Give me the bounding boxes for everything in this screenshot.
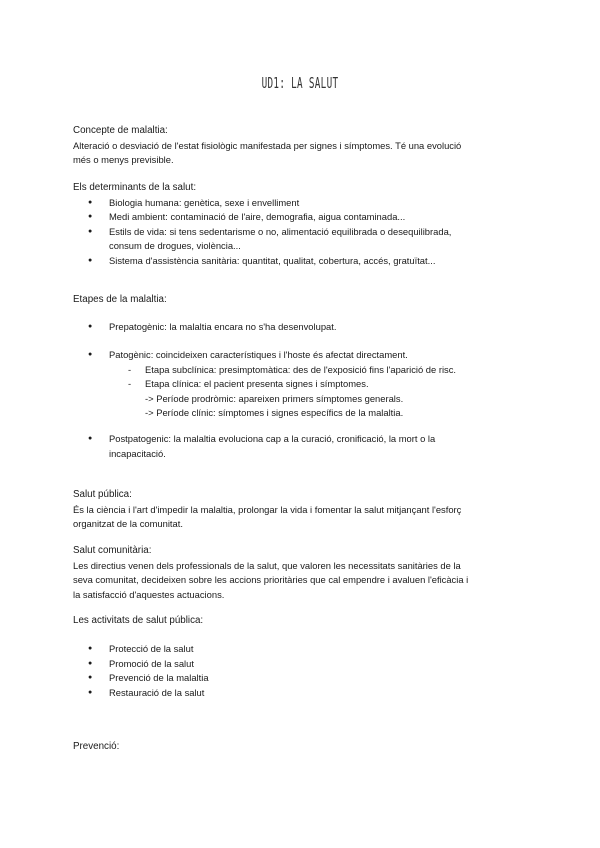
determinants-list <box>73 196 533 240</box>
sub-list-item: - Etapa subclínica: presimptomàtica: des de l'exposició fins l'aparició de risc. <box>73 363 533 378</box>
activitats-heading-block <box>73 614 533 629</box>
determinants-list-cont <box>73 254 533 269</box>
salut-comunitaria-text-line: la satisfacció d'aquestes actuacions. <box>73 588 225 600</box>
list-item: ● Prepatogènic: la malaltia encara no s'ha desenvolupat. <box>73 320 533 335</box>
salut-publica-text-line: És la ciència i l'art d'impedir la malaltia, prolongar la vida i fomentar la salut mitjançant l'esforç <box>73 503 462 515</box>
determinants-section <box>73 181 533 268</box>
salut-comunitaria-text-line: seva comunitat, decideixen sobre les accions prioritàries que cal empendre i avaluen l'eficàcia i <box>73 574 469 585</box>
prevencio-section <box>73 740 533 755</box>
list-item: ● Promoció de la salut <box>73 657 533 672</box>
etapes-postpatogenic <box>73 432 533 461</box>
arrow-item: -> Període prodròmic: apareixen primers símptomes generals. <box>145 392 404 404</box>
etapes-prepatogenic <box>73 320 533 335</box>
activitats-list-block <box>73 642 533 700</box>
list-item: ● Biologia humana: genètica, sexe i envelliment <box>73 196 533 211</box>
list-item: ● Prevenció de la malaltia <box>73 671 533 686</box>
list-item: ● Patogènic: coincideixen característiques i l'hoste és afectat directament. <box>73 348 533 363</box>
patogenic-sublist <box>73 363 533 392</box>
concept-text-line: més o menys previsible. <box>73 154 174 165</box>
salut-comunitaria-text-line: Les directius venen dels professionals de la salut, que valoren les necessitats sanitàries de la <box>73 559 461 571</box>
concept-heading: Concepte de malaltia: <box>73 125 168 136</box>
etapes-patogenic <box>73 348 533 421</box>
list-item-continuation: consum de drogues, violència... <box>109 240 241 251</box>
salut-comunitaria-heading: Salut comunitària: <box>73 545 152 556</box>
salut-comunitaria-section <box>73 544 533 602</box>
sub-list-item: - Etapa clínica: el pacient presenta signes i símptomes. <box>73 377 533 392</box>
prevencio-heading: Prevenció: <box>73 741 120 752</box>
page-title: UD1: LA SALUT <box>261 74 339 92</box>
list-item: ● Restauració de la salut <box>73 686 533 701</box>
activitats-heading: Les activitats de salut pública: <box>73 615 204 626</box>
list-item-continuation: incapacitació. <box>109 447 166 459</box>
list-item: ● Postpatogenic: la malaltia evoluciona cap a la curació, cronificació, la mort o la <box>73 432 533 447</box>
concept-text-line: Alteració o desviació de l'estat fisiològic manifestada per signes i símptomes. Té una evolució <box>73 139 462 151</box>
salut-publica-heading: Salut pública: <box>73 489 132 500</box>
list-item: ● Sistema d'assistència sanitària: quantitat, qualitat, cobertura, accés, gratuïtat... <box>73 254 533 269</box>
determinants-heading: Els determinants de la salut: <box>73 182 197 193</box>
list-item: ● Estils de vida: si tens sedentarisme o no, alimentació equilibrada o desequilibrada, <box>73 225 533 240</box>
list-item: ● Protecció de la salut <box>73 642 533 657</box>
etapes-heading-block <box>73 293 533 308</box>
list-item: ● Medi ambient: contaminació de l'aire, demografia, aigua contaminada... <box>73 210 533 225</box>
activitats-list <box>73 642 533 700</box>
salut-publica-section <box>73 488 533 532</box>
salut-publica-text-line: organitzat de la comunitat. <box>73 518 183 529</box>
concept-section <box>73 124 533 168</box>
arrow-item: -> Període clínic: símptomes i signes específics de la malaltia. <box>145 407 404 418</box>
etapes-heading: Etapes de la malaltia: <box>73 294 167 305</box>
